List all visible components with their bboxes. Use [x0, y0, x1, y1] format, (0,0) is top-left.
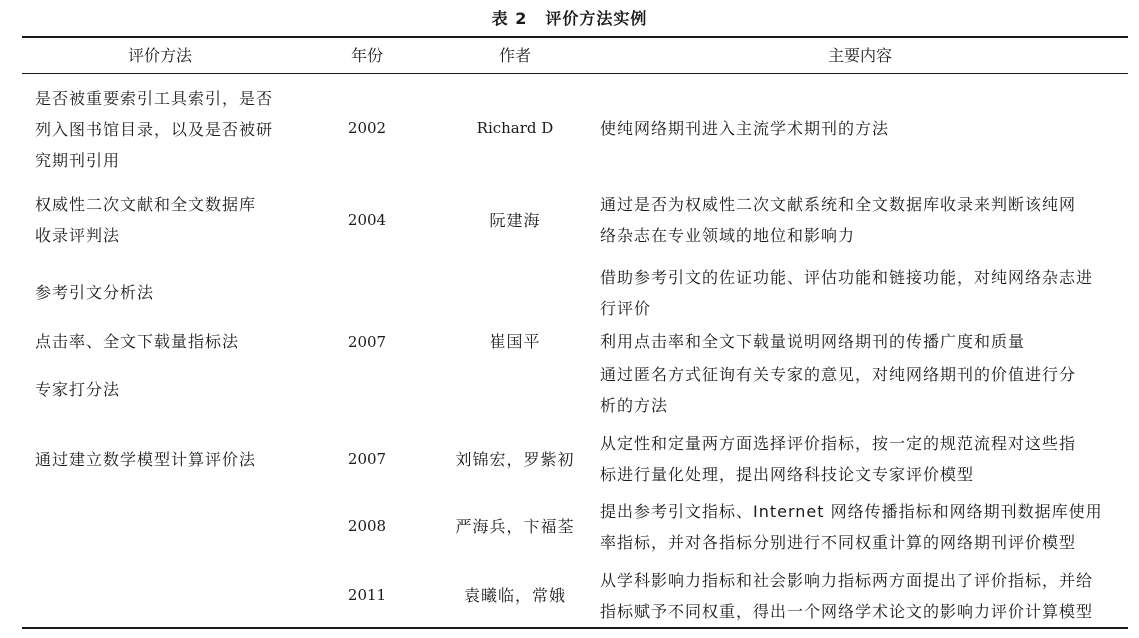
table-row-6-method: 通过建立数学模型计算评价法 — [35, 450, 257, 469]
table-row-8-author: 袁曦临，常娥 — [463, 586, 566, 605]
table-row-1-method: 是否被重要索引工具索引，是否 列入图书馆目录，以及是否被研 究期刊引用 — [35, 89, 274, 170]
table-row-4-author: 崔国平 — [489, 332, 541, 351]
table-row-7-content: 提出参考引文指标、Internet 网络传播指标和网络期刊数据库使用 率指标，并对各指标分别进行不同权重计算的网络期刊评价模型 — [600, 502, 1103, 552]
table-row-4-method: 点击率、全文下载量指标法 — [35, 332, 240, 351]
table-row-1-year: 2002 — [347, 119, 387, 137]
table-row-5-method: 专家打分法 — [35, 380, 121, 399]
table-caption — [0, 6, 1139, 29]
table-row-1-author: Richard D — [476, 119, 554, 137]
header-method: 评价方法 — [127, 46, 192, 65]
header-rule — [22, 73, 1128, 74]
table-row-6-author: 刘锦宏，罗紫初 — [455, 450, 575, 469]
table-row-2-year: 2004 — [347, 211, 387, 229]
top-rule — [22, 36, 1128, 38]
header-content: 主要内容 — [827, 46, 892, 65]
table-row-3-content: 借助参考引文的佐证功能、评估功能和链接功能，对纯网络杂志进 行评价 — [600, 268, 1094, 318]
header-year: 年份 — [350, 46, 383, 65]
table-row-5-content: 通过匿名方式征询有关专家的意见，对纯网络期刊的价值进行分 析的方法 — [600, 365, 1077, 415]
table-row-7-author: 严海兵，卞福荃 — [455, 517, 575, 536]
table-row-4-content: 利用点击率和全文下载量说明网络期刊的传播广度和质量 — [600, 332, 1026, 351]
table-title: 评价方法实例 — [545, 9, 648, 28]
table-row-7-year: 2008 — [347, 517, 387, 535]
table-row-2-method: 权威性二次文献和全文数据库 收录评判法 — [35, 195, 257, 245]
table-number: 表 2 — [491, 9, 528, 28]
table-row-3-method: 参考引文分析法 — [35, 283, 155, 302]
table-row-6-year: 2007 — [347, 450, 387, 468]
table-row-6-content: 从定性和定量两方面选择评价指标，按一定的规范流程对这些指 标进行量化处理，提出网络科技论文专家评价模型 — [600, 434, 1077, 484]
table-row-2-content: 通过是否为权威性二次文献系统和全文数据库收录来判断该纯网 络杂志在专业领域的地位和影响力 — [600, 195, 1077, 245]
bottom-rule — [22, 627, 1128, 629]
header-author: 作者 — [498, 46, 531, 65]
table-row-2-author: 阮建海 — [489, 211, 541, 230]
table-row-4-year: 2007 — [347, 333, 387, 351]
table-row-1-content: 使纯网络期刊进入主流学术期刊的方法 — [600, 119, 890, 138]
table-row-8-content: 从学科影响力指标和社会影响力指标两方面提出了评价指标，并给 指标赋予不同权重，得出一个网络学术论文的影响力评价计算模型 — [600, 571, 1094, 621]
table-row-8-year: 2011 — [347, 586, 387, 604]
